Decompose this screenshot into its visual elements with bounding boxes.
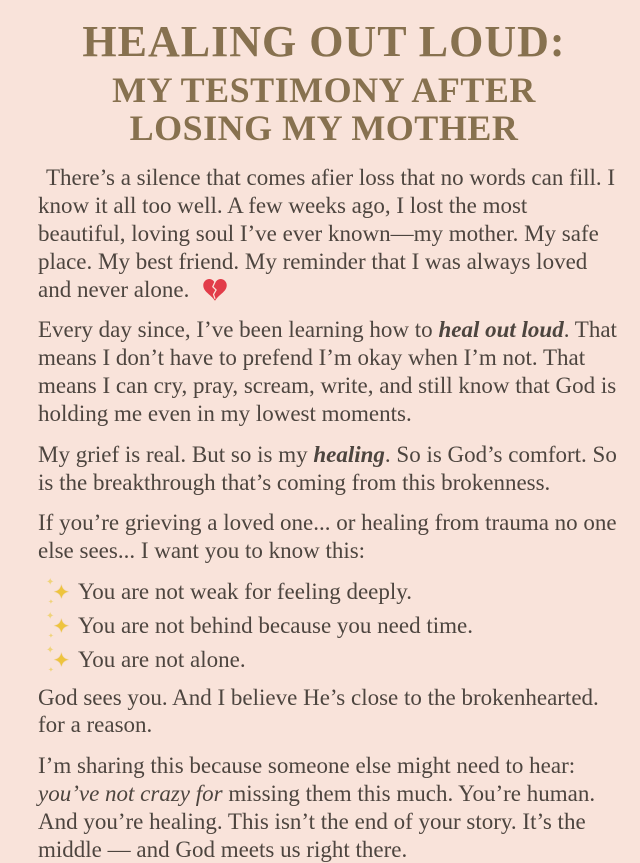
paragraph xyxy=(38,164,620,303)
paragraph xyxy=(38,509,620,565)
list-item-text: You are not weak for feeling deeply. xyxy=(78,579,413,605)
text-run: There’s a silence that comes afier loss that no words can fill. I know it all too well. A few weeks ago, I lost the most beautiful, loving soul I’ve ever known—my mother. My safe place. My best friend. My reminder that I was always loved and never alone. xyxy=(38,165,616,302)
paragraph xyxy=(38,316,620,427)
text-run: . That means I don’t have to prefend I’m okay when I’m not. That means I can cry, pray, scream, write, and still know that God is holding me even in my lowest moments. xyxy=(38,317,617,426)
text-run: missing them this much. You’re human. And you’re healing. This isn’t the end of your story. It’s the middle — and God meets us right there. xyxy=(38,781,596,862)
content xyxy=(38,164,620,863)
list-item xyxy=(46,646,620,674)
text-run: I’m sharing this because someone else might need to hear: xyxy=(38,753,576,779)
list-item-text: You are not alone. xyxy=(78,646,246,672)
text-run: . So is God’s comfort. So is the breakthrough that’s coming from this brokenness. xyxy=(38,441,617,495)
text-run: healing xyxy=(313,441,385,467)
sparkles-icon: ✦ ✦ ✦ xyxy=(46,577,70,607)
text-run: you’ve not crazy for xyxy=(38,781,223,806)
text-run: My grief is real. But so is my xyxy=(38,441,314,467)
text-run: Every day since, I’ve been learning how to xyxy=(38,317,439,343)
affirmation-list xyxy=(38,578,620,673)
title-line-3: LOSING MY MOTHER xyxy=(129,108,519,149)
text-run: If you’re grieving a loved one... or healing from trauma no one else sees... I want you to know this: xyxy=(38,510,617,564)
text-run: heal out loud xyxy=(438,317,564,343)
paragraph xyxy=(38,684,620,740)
list-item xyxy=(46,578,620,606)
text-run: God sees you. And I believe He’s close to the brokenhearted. for a reason. xyxy=(38,684,599,738)
paragraph xyxy=(38,752,620,863)
list-item xyxy=(46,612,620,640)
title-line-2: MY TESTIMONY AFTER xyxy=(112,69,536,110)
sparkles-icon: ✦ ✦ ✦ xyxy=(46,644,70,674)
sparkles-icon: ✦ ✦ ✦ xyxy=(46,610,70,640)
page-title xyxy=(28,18,620,148)
broken-heart-icon xyxy=(195,276,227,304)
list-item-text: You are not behind because you need time. xyxy=(78,612,473,638)
title-line-1: HEALING OUT LOUD: xyxy=(82,17,566,66)
paragraph xyxy=(38,441,620,497)
